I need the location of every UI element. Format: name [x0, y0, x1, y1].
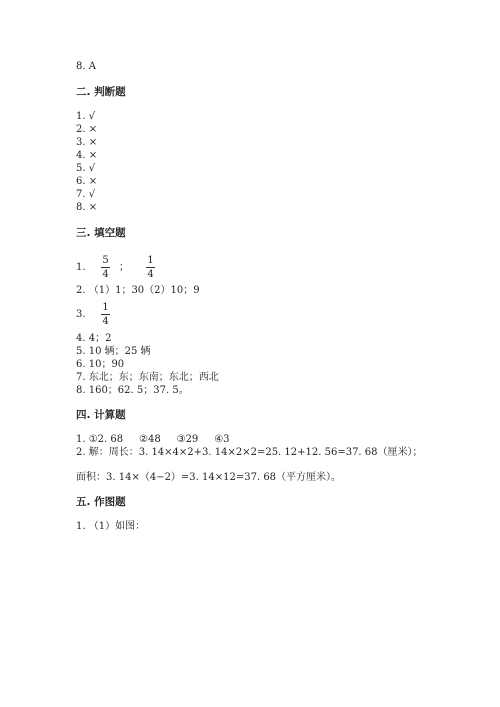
- fill-q1-label: 1.: [76, 262, 86, 273]
- fill-q1-fraction-b: [146, 255, 155, 280]
- judge-answer-1: 1. √: [76, 111, 96, 122]
- fraction-bar: [101, 314, 110, 315]
- fill-q1-separator: ；: [119, 262, 129, 273]
- fraction-numerator: 1: [102, 302, 109, 313]
- answer-8-a: 8. A: [76, 61, 96, 72]
- section-4-heading: 四. 计算题: [76, 409, 126, 421]
- calc-answer-2: 2. 解：周长：3. 14×4×2+3. 14×2×2=25. 12+12. 56=37. 68（厘米）；: [76, 447, 423, 458]
- section-3-heading: 三. 填空题: [76, 227, 126, 239]
- fill-q8: 8. 160；62. 5；37. 5。: [76, 385, 189, 396]
- fraction-denominator: 4: [102, 316, 109, 327]
- calc-answer-1: 1. ①2. 68 ②48 ③29 ④3: [76, 434, 230, 445]
- judge-answer-3: 3. ×: [76, 137, 98, 148]
- judge-answer-4: 4. ×: [76, 150, 98, 161]
- calc-answer-area: 面积：3. 14×（4−2）=3. 14×12=37. 68（平方厘米）。: [76, 472, 342, 483]
- judge-answer-8: 8. ×: [76, 202, 98, 213]
- fill-q7: 7. 东北；东；东南；东北；西北: [76, 372, 219, 383]
- judge-answer-5: 5. √: [76, 163, 96, 174]
- fraction-bar: [146, 267, 155, 268]
- fill-q1-fraction-a: [101, 255, 110, 280]
- judge-answer-6: 6. ×: [76, 176, 98, 187]
- drawing-answer-1: 1. （1）如图：: [76, 521, 146, 532]
- fill-q6: 6. 10；90: [76, 359, 125, 370]
- fraction-numerator: 1: [147, 255, 154, 266]
- judge-answer-2: 2. ×: [76, 124, 98, 135]
- fill-q4: 4. 4；2: [76, 333, 112, 344]
- fill-q5: 5. 10 辆；25 辆: [76, 346, 151, 357]
- fraction-numerator: 5: [102, 255, 109, 266]
- section-5-heading: 五. 作图题: [76, 496, 126, 508]
- fill-q3-fraction: [101, 302, 110, 327]
- fraction-bar: [101, 267, 110, 268]
- section-2-heading: 二. 判断题: [76, 86, 126, 98]
- fill-q2: 2. （1）1；30（2）10；9: [76, 285, 200, 296]
- fraction-denominator: 4: [147, 269, 154, 280]
- fraction-denominator: 4: [102, 269, 109, 280]
- fill-q3-label: 3.: [76, 309, 86, 320]
- judge-answer-7: 7. √: [76, 189, 96, 200]
